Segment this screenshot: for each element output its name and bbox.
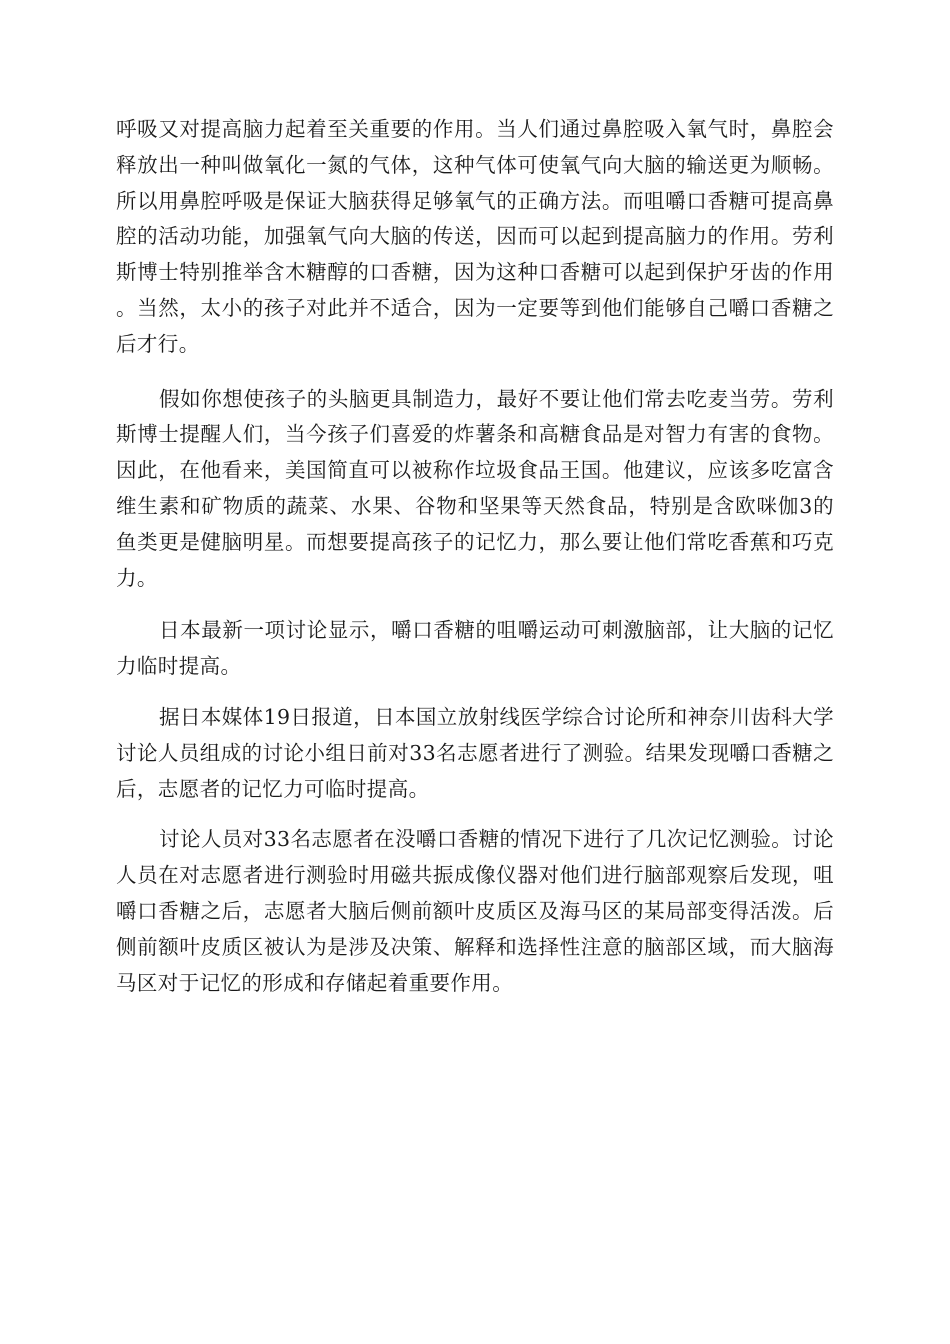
document-body xyxy=(116,112,834,1001)
paragraph-japan-study-report: 据日本媒体19日报道，日本国立放射线医学综合讨论所和神奈川齿科大学讨论人员组成的讨论小组日前对33名志愿者进行了测验。结果发现嚼口香糖之后，志愿者的记忆力可临时提高。 xyxy=(116,704,834,801)
paragraph-japan-study-intro: 日本最新一项讨论显示，嚼口香糖的咀嚼运动可刺激脑部，让大脑的记忆力临时提高。 xyxy=(116,618,834,679)
paragraph-breathing: 呼吸又对提高脑力起着至关重要的作用。当人们通过鼻腔吸入氧气时，鼻腔会释放出一种叫做氧化一氮的气体，这种气体可使氧气向大脑的输送更为顺畅。所以用鼻腔呼吸是保证大脑获得足够氧气的正确方法。而咀嚼口香糖可提高鼻腔的活动功能，加强氧气向大脑的传送，因而可以起到提高脑力的作用。劳利斯博士特别推举含木糖醇的口香糖，因为这种口香糖可以起到保护牙齿的作用。当然，太小的孩子对此并不适合，因为一定要等到他们能够自己嚼口香糖之后才行。 xyxy=(116,117,834,356)
paragraph-diet: 假如你想使孩子的头脑更具制造力，最好不要让他们常去吃麦当劳。劳利斯博士提醒人们，当今孩子们喜爱的炸薯条和高糖食品是对智力有害的食物。因此，在他看来，美国简直可以被称作垃圾食品王国。他建议，应该多吃富含维生素和矿物质的蔬菜、水果、谷物和坚果等天然食品，特别是含欧咪伽3的鱼类更是健脑明星。而想要提高孩子的记忆力，那么要让他们常吃香蕉和巧克力。 xyxy=(116,386,834,590)
paragraph-mri-findings: 讨论人员对33名志愿者在没嚼口香糖的情况下进行了几次记忆测验。讨论人员在对志愿者进行测验时用磁共振成像仪器对他们进行脑部观察后发现，咀嚼口香糖之后，志愿者大脑后侧前额叶皮质区及海马区的某局部变得活泼。后侧前额叶皮质区被认为是涉及决策、解释和选择性注意的脑部区域，而大脑海马区对于记忆的形成和存储起着重要作用。 xyxy=(116,827,834,995)
